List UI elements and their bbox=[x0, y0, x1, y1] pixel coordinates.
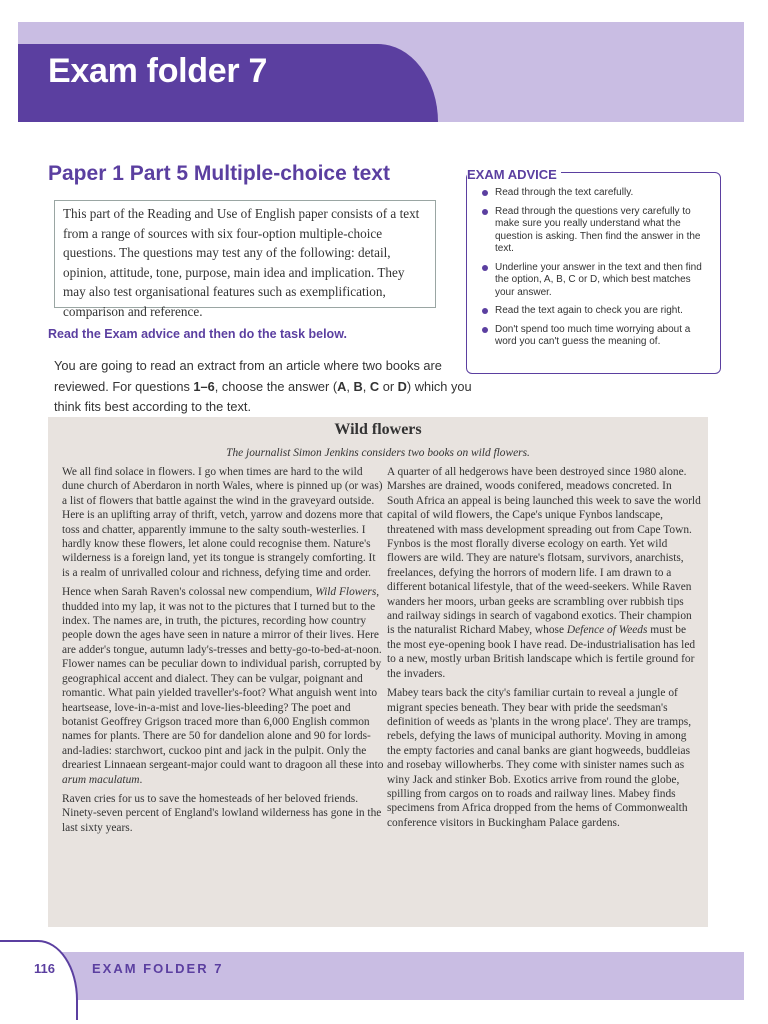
article-paragraph: A quarter of all hedgerows have been destroyed since 1980 alone. Marshes are drained, woods conifered, meadows concreted. In South Africa an appeal is being launched this week to save the world capital of wild flowers, the Cape's unique Fynbos landscape, threatened with mass development spreading out from Cape Town. Fynbos is the most florally diverse ecology on earth. Yet wild flowers are wild. They are nature's flotsam, survivors, anarchists, freelances, defying the horrors of modern life. I am drawn to a different botanical lifestyle, that of the weed-seekers. While Raven wanders her moors, urban geeks are scrambling over rubbish tips and railway sidings in search of vagabond exotics. Their champion is the naturalist Richard Mabey, whose Defence of Weeds must be the most eye-opening book I have read. De-industrialisation has led to a new, mostly urban British landscape which is fertile ground for the invaders. bbox=[387, 466, 701, 680]
advice-item: Read through the text carefully. bbox=[481, 187, 710, 200]
bullet-icon bbox=[482, 327, 488, 333]
footer-band bbox=[18, 952, 744, 1000]
bullet-icon bbox=[482, 265, 488, 271]
article-subtitle: The journalist Simon Jenkins considers two books on wild flowers. bbox=[226, 447, 530, 459]
exam-advice-box bbox=[466, 172, 721, 374]
article-paragraph: Raven cries for us to save the homesteads of her beloved friends. Ninety-seven percent of England's lowland wilderness has gone in the last sixty years. bbox=[62, 792, 382, 834]
section-heading: Paper 1 Part 5 Multiple-choice text bbox=[48, 162, 390, 185]
article-title: Wild flowers bbox=[334, 421, 422, 438]
article bbox=[48, 417, 708, 927]
page-title: Exam folder 7 bbox=[48, 52, 268, 90]
exam-advice-list bbox=[467, 173, 720, 349]
bullet-icon bbox=[482, 209, 488, 215]
bullet-icon bbox=[482, 308, 488, 314]
page bbox=[18, 22, 744, 1000]
page-number: 116 bbox=[34, 961, 55, 976]
advice-item: Read the text again to check you are right. bbox=[481, 305, 710, 318]
read-advice-instruction: Read the Exam advice and then do the task below. bbox=[48, 327, 347, 341]
article-column-left bbox=[62, 465, 384, 840]
task-instructions: You are going to read an extract from an article where two books are reviewed. For questions 1–6, choose the answer (A, B, C or D) which you think fits best according to the text. bbox=[54, 358, 472, 414]
article-column-right bbox=[387, 465, 701, 835]
intro-box: This part of the Reading and Use of English paper consists of a text from a range of sources with six four-option multiple-choice questions. The questions may test any of the following: detail, opinion, attitude, tone, purpose, main idea and implication. They may also test organisational features such as exemplification, comparison and reference. bbox=[54, 200, 436, 308]
content-area bbox=[18, 122, 744, 952]
bullet-icon bbox=[482, 190, 488, 196]
footer-label: EXAM FOLDER 7 bbox=[92, 961, 224, 976]
advice-item: Underline your answer in the text and then find the option, A, B, C or D, which best matches your answer. bbox=[481, 262, 710, 300]
advice-item: Don't spend too much time worrying about a word you can't guess the meaning of. bbox=[481, 324, 710, 349]
article-paragraph: We all find solace in flowers. I go when times are hard to the wild dune church of Aberdaron in north Wales, where is pinned up (or was) a list of flowers that battle against the wind in the graveyard outside. Here is an uplifting array of thrift, vetch, yarrow and dozens more that toss and chatter, apparently immune to the salty south-westerlies. I hardly know these flowers, let alone could recognise them. Nature's wilderness is a foreign land, yet its tongue is strangely comforting. It is a realm of unrivalled colour and richness, defying time and order. bbox=[62, 466, 383, 579]
exam-advice-label: EXAM ADVICE bbox=[467, 167, 561, 185]
article-paragraph: Mabey tears back the city's familiar curtain to reveal a jungle of migrant species beneath. They bear with pride the seedsman's definition of weeds as 'plants in the wrong place'. They are tramps, rebels, defying the laws of municipal authority. Moving in among the empty factories and canal banks are giant hogweeds, buddleias and rosebay willowherbs. They come with sinister names such as winy Jack and stinker Bob. Exotics arrive from round the globe, spilling from cargos on to roads and railway lines. Mabey finds specimens from Africa dropped from the hems of Commonwealth conference visitors in Buckingham Palace gardens. bbox=[387, 687, 692, 829]
advice-item: Read through the questions very carefully to make sure you really understand what the question is asking. Then find the answer in the text. bbox=[481, 206, 710, 256]
article-paragraph: Hence when Sarah Raven's colossal new compendium, Wild Flowers, thudded into my lap, it was not to the pictures that I turned but to the index. The names are, in truth, the pictures, recording how country people down the ages have seen in nature a mirror of their lives. Here are adder's tongue, autumn lady's-tresses and betty-go-to-bed-at-noon. Flower names can be peculiar down to individual parish, corrupted by geographical accent and dialect. They can be vulgar, poignant and romantic. What pain yielded traveller's-foot? What anguish went into heartsease, love-in-a-mist and love-lies-bleeding? The poet and botanist Geoffrey Grigson traced more than 6,000 English common names for plants. There are 50 for dandelion alone and 90 for lords-and-ladies: starchwort, cuckoo pint and jack in the pulpit. Only the dreariest Linnaean sergeant-major could want to dragoon all these into arum maculatum. bbox=[62, 586, 384, 786]
